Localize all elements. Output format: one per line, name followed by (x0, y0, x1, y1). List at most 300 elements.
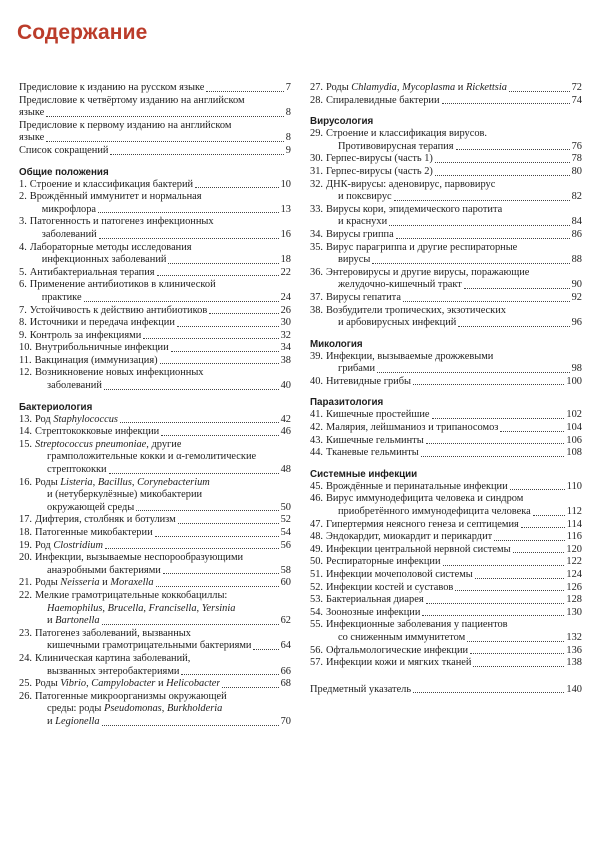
entry-body (326, 305, 582, 330)
entry-number: 21. (19, 577, 32, 589)
entry-title-text: Герпес-вирусы (часть 2) (326, 165, 433, 177)
entry-number: 23. (19, 627, 32, 639)
entry-title-text: Патогенные микроорганизмы окружающей (35, 690, 227, 702)
toc-entry[interactable] (310, 607, 582, 620)
entry-body (326, 619, 582, 644)
entry-number: 5. (19, 266, 27, 278)
entry-body (326, 267, 582, 292)
entry-title-text: и Bartonella (47, 615, 100, 627)
dot-leader (143, 338, 278, 339)
entry-title-line (35, 355, 291, 368)
entry-title-text: Спиралевидные бактерии (326, 94, 440, 106)
toc-entry[interactable] (310, 229, 582, 242)
section-heading: Паразитология (310, 397, 384, 409)
dot-leader (458, 326, 569, 327)
entry-number: 52. (310, 581, 323, 593)
entry-title-line (35, 527, 291, 540)
entry-title-text: Кишечные гельминты (326, 434, 424, 446)
page-number: 100 (566, 375, 582, 387)
entry-body (35, 577, 291, 590)
dot-leader (84, 301, 279, 302)
entry-number: 19. (19, 539, 32, 551)
page-number: 62 (280, 615, 291, 627)
entry-number: 4. (19, 241, 27, 253)
entry-title-line (326, 607, 582, 620)
toc-entry[interactable] (19, 577, 291, 590)
toc-entry[interactable] (310, 594, 582, 607)
entry-title-line (30, 179, 291, 192)
toc-entry[interactable] (19, 367, 291, 392)
dot-leader (99, 238, 279, 239)
dot-leader (104, 389, 279, 390)
entry-number: 53. (310, 594, 323, 606)
entry-title-line (326, 82, 582, 95)
entry-title-text: Список сокращений (19, 144, 109, 156)
page-number: 16 (280, 228, 291, 240)
toc-entry[interactable] (19, 267, 291, 280)
entry-title-line (30, 279, 291, 292)
entry-title-line (30, 216, 291, 229)
entry-body (326, 82, 582, 95)
entry-body (326, 447, 582, 460)
entry-title-text: Предисловие к изданию на русском языке (19, 82, 205, 93)
entry-title-text: Роды Listeria, Bacillus, Corynebacterium (35, 476, 210, 488)
entry-title-text: Предисловие к четвёртому изданию на английском (19, 94, 245, 106)
entry-title-text: Роды Vibrio, Campylobacter и Helicobacter (35, 678, 221, 690)
page-number: 66 (280, 665, 291, 677)
entry-title-line (326, 645, 582, 658)
entry-title-line (35, 514, 291, 527)
entry-title-text: заболеваний (47, 380, 102, 392)
entry-title-text: кишечными грамотрицательными бактериями (47, 640, 252, 652)
entry-title-line (35, 590, 291, 603)
entry-body (326, 292, 582, 305)
entry-body (30, 317, 291, 330)
entry-title-line (35, 640, 291, 653)
entry-title-line (326, 481, 582, 494)
toc-entry[interactable] (310, 544, 582, 557)
entry-title-line (35, 565, 291, 578)
page-number: 68 (280, 678, 291, 690)
toc-entry[interactable] (310, 569, 582, 582)
dot-leader (442, 103, 570, 104)
entry-number: 18. (19, 527, 32, 538)
spacer (310, 670, 582, 684)
dot-leader (156, 586, 279, 587)
toc-entry[interactable] (310, 204, 582, 229)
toc-entry[interactable] (19, 82, 291, 95)
toc-entry[interactable] (19, 342, 291, 355)
toc-entry[interactable] (310, 267, 582, 292)
page-number: 64 (280, 640, 291, 652)
entry-title-text: Клиническая картина заболеваний, (35, 652, 191, 664)
entry-title-line (35, 477, 291, 490)
entry-body (35, 342, 291, 355)
toc-entry[interactable] (19, 95, 291, 120)
toc-entry[interactable] (310, 519, 582, 532)
entry-title-line (326, 657, 582, 670)
entry-body (326, 645, 582, 658)
dot-leader (377, 372, 570, 373)
entry-body (326, 544, 582, 557)
entry-title-line (19, 95, 291, 108)
dot-leader (413, 384, 564, 385)
entry-number: 38. (310, 304, 323, 316)
entry-title-line (326, 376, 582, 389)
entry-body (326, 179, 582, 204)
entry-title-line (326, 544, 582, 557)
toc-entry[interactable] (19, 330, 291, 343)
entry-body (19, 95, 291, 120)
entry-body (326, 128, 582, 153)
entry-body (326, 569, 582, 582)
entry-number: 6. (19, 279, 27, 291)
entry-title-line (35, 653, 291, 666)
entry-title-text: языке (19, 132, 45, 144)
entry-title-text: Патогенность и патогенез инфекционных (29, 216, 214, 228)
dot-leader (206, 91, 283, 92)
spacer (19, 393, 291, 402)
toc-entry[interactable] (310, 179, 582, 204)
entry-title-text: среды: роды Pseudomonas, Burkholderia (47, 703, 223, 715)
toc-entry[interactable] (19, 120, 291, 145)
toc-entry[interactable] (19, 590, 291, 628)
entry-body (35, 439, 291, 477)
entry-title-line (326, 569, 582, 582)
entry-number: 51. (310, 569, 323, 580)
entry-title-line (30, 242, 291, 255)
toc-entry[interactable] (19, 439, 291, 477)
toc-entry[interactable] (310, 582, 582, 595)
entry-title-line (30, 229, 291, 242)
entry-title-line (326, 493, 582, 506)
entry-title-text: Применение антибиотиков в клинической (29, 279, 216, 291)
entry-title-line (30, 191, 291, 204)
entry-title-text: Вирус иммунодефицита человека и синдром (326, 493, 524, 505)
entry-number: 44. (310, 447, 323, 459)
section-heading: Бактериология (19, 401, 93, 413)
entry-title-line (326, 506, 582, 519)
entry-title-text: и (нетуберкулёзные) микобактерии (47, 489, 203, 501)
entry-title-line (326, 204, 582, 217)
entry-title-text: Бактериальная диарея (326, 594, 424, 606)
entry-title-text: Устойчивость к действию антибиотиков (29, 304, 208, 316)
spacer (310, 460, 582, 469)
toc-entry[interactable] (310, 376, 582, 389)
toc-entry[interactable] (310, 422, 582, 435)
dot-leader (209, 313, 278, 314)
entry-title-text: Инфекции костей и суставов (326, 581, 454, 593)
toc-entry[interactable] (310, 531, 582, 544)
toc-entry[interactable] (310, 481, 582, 494)
toc-entry[interactable] (310, 292, 582, 305)
dot-leader (120, 422, 279, 423)
entry-title-text: Внутрибольничные инфекции (35, 342, 169, 354)
section-heading: Вирусология (310, 116, 374, 128)
entry-body (326, 657, 582, 670)
entry-title-text: Дифтерия, столбняк и ботулизм (35, 514, 176, 526)
dot-leader (533, 515, 565, 516)
entry-title-line (326, 447, 582, 460)
entry-title-text: Строение и классификация вирусов. (326, 128, 488, 140)
entry-title-line (35, 451, 291, 464)
page-number: 70 (280, 715, 291, 727)
page-number: 32 (280, 329, 291, 341)
entry-body (326, 351, 582, 376)
entry-title-text: Патогенные микобактерии (35, 527, 153, 538)
entry-title-text: Вирусы кори, эпидемического паротита (326, 203, 503, 215)
entry-title-text: Возбудители тропических, экзотических (326, 304, 506, 316)
entry-number: 32. (310, 178, 323, 190)
entry-title-text: Респираторные инфекции (326, 556, 441, 568)
entry-body (35, 678, 291, 691)
toc-entry[interactable] (19, 552, 291, 577)
entry-title-text: Вирусы гепатита (326, 291, 401, 303)
toc-entry[interactable] (310, 305, 582, 330)
entry-title-line (326, 216, 582, 229)
entry-title-line (35, 367, 291, 380)
toc-entry[interactable] (19, 355, 291, 368)
toc-entry[interactable] (310, 645, 582, 658)
toc-entry[interactable] (310, 619, 582, 644)
page-number: 48 (280, 464, 291, 476)
entry-title-line (19, 132, 291, 145)
entry-title-line (35, 552, 291, 565)
page-number: 56 (280, 539, 291, 551)
page-number: 34 (280, 342, 291, 354)
toc-entry[interactable] (19, 653, 291, 678)
page-number: 9 (285, 144, 291, 156)
page-number: 130 (566, 606, 582, 618)
entry-title-line (35, 603, 291, 616)
toc-column-left (19, 82, 291, 729)
entry-body (326, 594, 582, 607)
toc-entry[interactable] (310, 242, 582, 267)
entry-number: 13. (19, 413, 32, 425)
entry-title-text: заболеваний (41, 228, 97, 240)
entry-number: 3. (19, 216, 27, 228)
dot-leader (394, 200, 570, 201)
entry-title-line (326, 279, 582, 292)
entry-title-line (19, 82, 291, 95)
toc-entry[interactable] (310, 657, 582, 670)
page-number: 60 (280, 577, 291, 589)
entry-title-line (326, 519, 582, 532)
entry-title-line (326, 166, 582, 179)
dot-leader (403, 301, 570, 302)
page-number: 116 (566, 531, 582, 543)
entry-body (35, 367, 291, 392)
entry-title-text: Патогенез заболеваний, вызванных (35, 627, 191, 639)
dot-leader (421, 456, 565, 457)
toc-entry[interactable] (19, 279, 291, 304)
entry-body (35, 540, 291, 553)
page-number: 10 (280, 178, 291, 190)
entry-body (30, 305, 291, 318)
entry-title-line (326, 317, 582, 330)
toc-entry[interactable] (310, 153, 582, 166)
toc-entry[interactable] (310, 95, 582, 108)
entry-number: 15. (19, 438, 32, 450)
entry-title-line (35, 628, 291, 641)
toc-entry[interactable] (310, 351, 582, 376)
page-number: 8 (285, 107, 291, 119)
entry-number: 27. (310, 82, 323, 93)
entry-title-text: анаэробными бактериями (47, 564, 161, 576)
entry-title-line (326, 594, 582, 607)
toc-entry[interactable] (310, 447, 582, 460)
toc-entry[interactable] (19, 691, 291, 729)
entry-title-line (326, 556, 582, 569)
toc-entry[interactable] (19, 414, 291, 427)
entry-number: 26. (19, 690, 32, 702)
toc-entry[interactable] (19, 305, 291, 318)
dot-leader (171, 351, 279, 352)
entry-body (326, 95, 582, 108)
entry-title-text: Источники и передача инфекции (29, 317, 175, 329)
dot-leader (467, 641, 564, 642)
toc-entry[interactable] (19, 514, 291, 527)
page-number: 22 (280, 266, 291, 278)
page-number: 40 (280, 380, 291, 392)
dot-leader (426, 443, 565, 444)
entry-title-text: окружающей среды (47, 501, 135, 513)
toc-entry[interactable] (310, 409, 582, 422)
toc-entry[interactable] (19, 317, 291, 330)
entry-title-text: грибами (338, 363, 376, 375)
dot-leader (455, 590, 564, 591)
page-number: 78 (571, 153, 582, 165)
entry-title-line (30, 305, 291, 318)
entry-title-text: практике (41, 291, 82, 303)
entry-body (310, 684, 582, 697)
entry-body (30, 191, 291, 216)
dot-leader (372, 263, 569, 264)
toc-entry[interactable] (310, 82, 582, 95)
dot-leader (102, 624, 279, 625)
dot-leader (435, 175, 570, 176)
page-number: 82 (571, 191, 582, 203)
entry-body (326, 166, 582, 179)
page-number: 114 (566, 518, 582, 530)
toc-entry[interactable] (310, 166, 582, 179)
dot-leader (136, 510, 278, 511)
toc-entry[interactable] (19, 179, 291, 192)
toc-entry[interactable] (310, 435, 582, 448)
entry-title-line (326, 619, 582, 632)
entry-title-text: Инфекции, вызываемые неспорообразующими (35, 552, 244, 564)
toc-entry[interactable] (19, 216, 291, 241)
dot-leader (105, 548, 279, 549)
toc-entry[interactable] (19, 628, 291, 653)
dot-leader (161, 435, 278, 436)
entry-title-text: микрофлора (41, 203, 97, 215)
entry-number: 48. (310, 531, 323, 543)
dot-leader (464, 288, 570, 289)
toc-entry[interactable] (19, 527, 291, 540)
entry-title-line (326, 191, 582, 204)
entry-title-text: Энтеровирусы и другие вирусы, поражающие (326, 266, 530, 278)
spacer (19, 158, 291, 167)
toc-entry[interactable] (310, 556, 582, 569)
entry-title-text: Возникновение новых инфекционных (35, 367, 204, 379)
toc-entry[interactable] (19, 145, 291, 158)
dot-leader (521, 527, 565, 528)
entry-title-line (326, 242, 582, 255)
dot-leader (168, 263, 278, 264)
entry-title-text: Врождённые и перинатальные инфекции (326, 480, 508, 492)
dot-leader (510, 489, 565, 490)
page-number: 96 (571, 317, 582, 329)
toc-entry[interactable] (19, 477, 291, 515)
spacer (310, 330, 582, 339)
toc-entry[interactable] (19, 540, 291, 553)
page-number: 126 (566, 581, 582, 593)
page-number: 108 (566, 447, 582, 459)
page-number: 120 (566, 543, 582, 555)
dot-leader (98, 212, 279, 213)
entry-title-text: Тканевые гельминты (326, 447, 419, 459)
entry-body (326, 242, 582, 267)
entry-body (35, 355, 291, 368)
page-number: 98 (571, 363, 582, 375)
entry-title-line (35, 678, 291, 691)
entry-title-line (326, 351, 582, 364)
entry-number: 7. (19, 304, 27, 316)
toc-entry[interactable] (310, 493, 582, 518)
entry-number: 46. (310, 493, 323, 505)
entry-title-text: Эндокардит, миокардит и перикардит (326, 531, 493, 543)
entry-title-line (310, 684, 582, 697)
page-number: 102 (566, 409, 582, 421)
page-number: 128 (566, 594, 582, 606)
page-number: 50 (280, 501, 291, 513)
entry-title-text: Стрептококковые инфекции (35, 426, 160, 438)
dot-leader (500, 431, 564, 432)
entry-title-text: со сниженным иммунитетом (338, 631, 466, 643)
page-number: 92 (571, 291, 582, 303)
entry-number: 10. (19, 342, 32, 354)
dot-leader (102, 725, 279, 726)
toc-entry[interactable] (310, 684, 582, 697)
entry-body (326, 582, 582, 595)
page-number: 122 (566, 556, 582, 568)
dot-leader (494, 540, 565, 541)
entry-body (326, 422, 582, 435)
entry-body (326, 229, 582, 242)
toc-entry[interactable] (310, 128, 582, 153)
toc-entry[interactable] (19, 678, 291, 691)
page-number: 58 (280, 564, 291, 576)
page-number: 110 (566, 480, 582, 492)
entry-body (35, 691, 291, 729)
toc-entry[interactable] (19, 242, 291, 267)
entry-number: 40. (310, 375, 323, 387)
entry-body (35, 426, 291, 439)
entry-title-text: Инфекции мочеполовой системы (326, 569, 473, 580)
dot-leader (178, 523, 279, 524)
dot-leader (177, 326, 279, 327)
entry-title-line (35, 577, 291, 590)
section-heading: Микология (310, 338, 363, 350)
entry-title-line (326, 422, 582, 435)
entry-number: 56. (310, 644, 323, 656)
dot-leader (222, 687, 278, 688)
toc-entry[interactable] (19, 426, 291, 439)
toc-entry[interactable] (19, 191, 291, 216)
page-number: 112 (566, 506, 582, 518)
entry-number: 42. (310, 422, 323, 434)
